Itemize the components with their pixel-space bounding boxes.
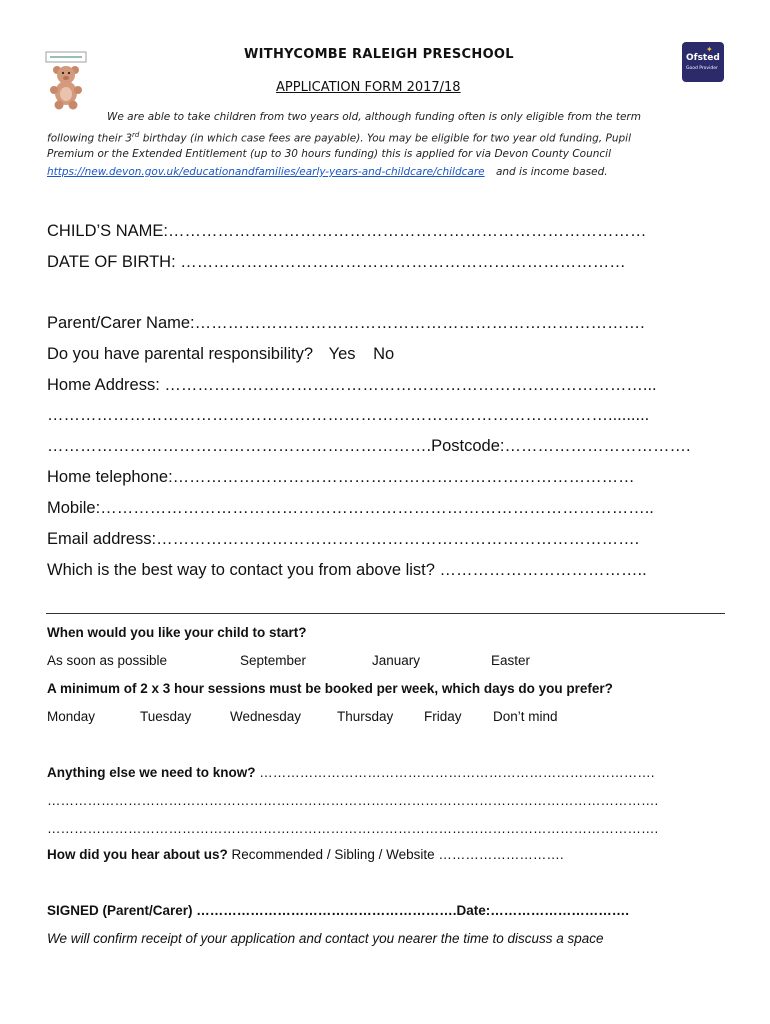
preschool-logo (44, 50, 88, 110)
anything-else-row (47, 765, 655, 780)
intro-line-4: https://new.devon.gov.uk/educationandfamilies/early-years-and-childcare/childcare and is income based. (47, 166, 608, 178)
intro-line-3: Premium or the Extended Entitlement (up to 30 hours funding) this is applied for via Devon County Council (47, 148, 612, 160)
option-no[interactable]: No (373, 345, 395, 363)
parent-name-field[interactable]: Parent/Carer Name:………………………………………………………………………. (47, 314, 645, 332)
anything-else-line-3[interactable]: ………………………………………………………………………………………………………………………. (47, 821, 659, 836)
signature-date-field[interactable]: SIGNED (Parent/Carer) ………………………………………………….Date:…………………………. (47, 903, 630, 918)
date-of-birth-field[interactable]: DATE OF BIRTH: ……………………………………………………………………… (47, 253, 626, 271)
postcode-field[interactable]: …………………………………………………………….Postcode:……………………………. (47, 437, 691, 455)
hear-about-us-field[interactable]: Recommended / Sibling / Website ………………………. (227, 847, 564, 862)
childs-name-field[interactable]: CHILD’S NAME:…………………………………………………………………………… (47, 222, 647, 240)
day-option-friday[interactable]: Friday (424, 709, 462, 724)
start-option-january[interactable]: January (372, 653, 421, 668)
hear-about-us-question: How did you hear about us? (47, 847, 228, 862)
start-option-easter[interactable]: Easter (491, 653, 531, 668)
page-title: WITHYCOMBE RALEIGH PRESCHOOL (244, 47, 514, 62)
option-yes[interactable]: Yes (328, 345, 356, 363)
email-field[interactable]: Email address:……………………………………………………………………………. (47, 530, 640, 548)
day-option-thursday[interactable]: Thursday (337, 709, 394, 724)
ofsted-logo (682, 42, 724, 82)
day-option-wednesday[interactable]: Wednesday (230, 709, 302, 724)
home-telephone-field[interactable]: Home telephone:………………………………………………………………………… (47, 468, 635, 486)
best-contact-field[interactable]: Which is the best way to contact you from above list? ……………………………….. (47, 561, 647, 579)
day-option-monday[interactable]: Monday (47, 709, 96, 724)
intro-line-2: following their 3rd birthday (in which case fees are payable). You may be eligible for two year old funding, Pupil (47, 131, 631, 145)
start-option-asap[interactable]: As soon as possible (47, 653, 168, 668)
devon-childcare-link[interactable]: https://new.devon.gov.uk/educationandfamilies/early-years-and-childcare/childcare (47, 166, 485, 178)
home-address-field[interactable]: Home Address: ……………………………………………………………………………... (47, 376, 657, 394)
days-question: A minimum of 2 x 3 hour sessions must be booked per week, which days do you prefer? (47, 681, 613, 696)
start-option-september[interactable]: September (240, 653, 307, 668)
parental-responsibility-row (47, 345, 394, 364)
start-question: When would you like your child to start? (47, 625, 307, 640)
ofsted-logo-text: Ofsted (686, 53, 720, 63)
day-option-dont-mind[interactable]: Don’t mind (493, 709, 558, 724)
hear-about-us-row (47, 847, 564, 862)
anything-else-line-2[interactable]: ………………………………………………………………………………………………………………………. (47, 793, 659, 808)
ofsted-logo-sub: Good Provider (686, 66, 718, 71)
teddy-bear-icon (44, 50, 88, 110)
parental-responsibility-question: Do you have parental responsibility? (47, 345, 313, 363)
form-subtitle: APPLICATION FORM 2017/18 (276, 80, 461, 95)
anything-else-question: Anything else we need to know? (47, 765, 256, 780)
intro-line-1: We are able to take children from two years old, although funding often is only eligible from the term (107, 111, 641, 123)
mobile-field[interactable]: Mobile:……………………………………………………………………………………….. (47, 499, 654, 517)
day-option-tuesday[interactable]: Tuesday (140, 709, 192, 724)
anything-else-field[interactable]: ……………………………………………………………………………. (255, 765, 655, 780)
home-address-line-2[interactable]: …………………………………………………………………………………………......... (47, 406, 650, 424)
confirmation-note: We will confirm receipt of your application and contact you nearer the time to discuss a space (47, 931, 604, 946)
ofsted-star-icon: ✦ (706, 45, 713, 54)
section-divider (46, 613, 725, 614)
